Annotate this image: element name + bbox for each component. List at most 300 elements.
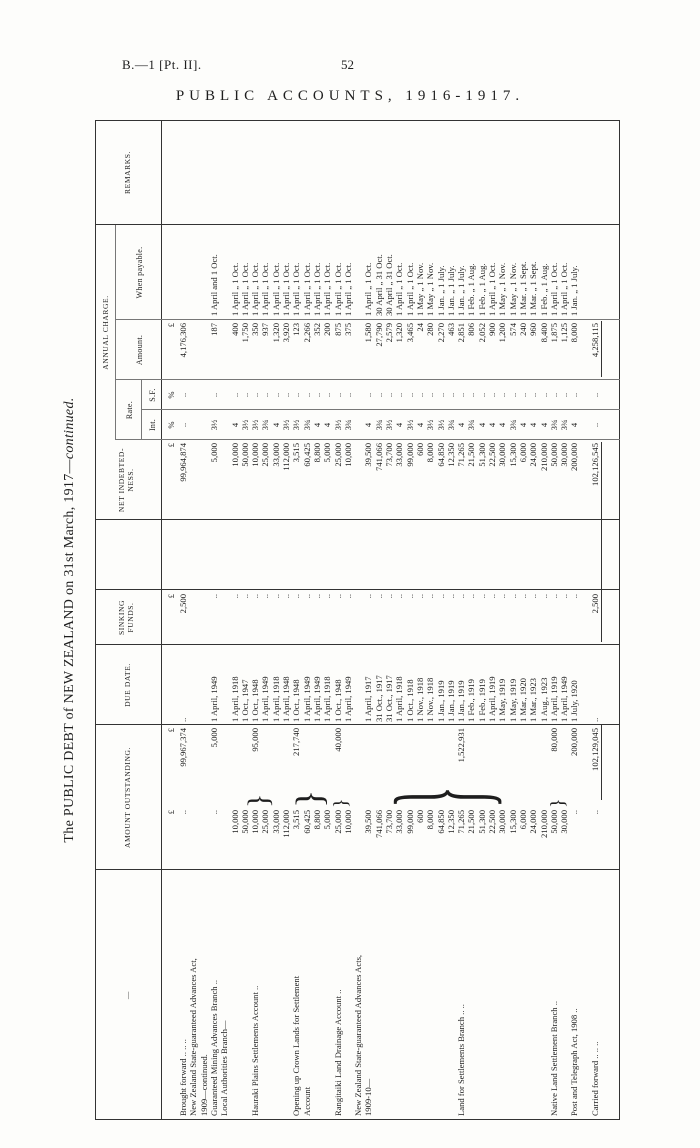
cell-sink: .. [332, 594, 343, 599]
cell-a1: 600 [414, 810, 425, 823]
cell-a2: 217,740 [291, 728, 302, 756]
cell-sf: .. [229, 392, 240, 398]
cell-a1: 10,000 [250, 810, 261, 834]
cell-desc: Land for Settlements Branch .. .. [456, 1004, 467, 1116]
cell-sf: .. [281, 392, 291, 398]
cell-sf: .. [260, 392, 271, 398]
table-row [333, 120, 343, 1120]
cell-desc: New Zealand State-guaranteed Advances Acts, [353, 954, 364, 1116]
cell-int: 4 [456, 422, 467, 428]
cell-int: 3½ [250, 419, 261, 431]
cell-a1: 12,350 [445, 810, 456, 834]
cell-sink: .. [507, 594, 518, 599]
cell-net: 30,000 [559, 443, 570, 467]
table-row [487, 120, 497, 1120]
cell-amt: 4,176,306 [178, 323, 188, 358]
unit-pound: £ [166, 810, 176, 815]
cell-sf: .. [291, 392, 302, 398]
cell-amt: 1,875 [548, 323, 559, 343]
cell-sink: 2,500 [590, 594, 600, 614]
cell-a1: .. [569, 810, 580, 815]
table-row [466, 120, 476, 1120]
cell-a1: 30,000 [497, 810, 508, 834]
cell-net: 64,850 [435, 443, 446, 467]
cell-net: 5,000 [322, 443, 333, 463]
cell-due: 31 Oct., 1917 [373, 675, 384, 722]
table-row [456, 120, 466, 1120]
cell-a1: 24,000 [528, 810, 539, 834]
table-row [302, 120, 312, 1120]
cell-amt: 900 [487, 323, 497, 336]
cell-sink: .. [456, 594, 467, 599]
brace: } [547, 798, 569, 808]
unit-pound: £ [166, 323, 176, 328]
cell-due: 1 April, 1919 [487, 676, 497, 722]
cell-net: 210,000 [538, 443, 549, 471]
cell-amt: 24 [414, 323, 425, 332]
cell-sf: .. [239, 392, 250, 398]
cell-a1: 33,000 [270, 810, 281, 834]
cell-sink: .. [291, 594, 302, 599]
cell-amt: 2,052 [476, 323, 487, 343]
cell-when: 1 April and 1 Oct. [208, 254, 219, 316]
cell-amt: 875 [332, 323, 343, 336]
cell-int: 3½ [425, 419, 436, 431]
cell-amt: 937 [260, 323, 271, 336]
cell-due: 1 April, 1919 [548, 676, 559, 722]
cell-net: 30,000 [497, 443, 508, 467]
page-number: 52 [341, 57, 354, 72]
cell-int: 3½ [281, 419, 291, 431]
cell-int: 3½ [291, 419, 302, 431]
cell-sink: .. [394, 594, 405, 599]
cell-sink: .. [538, 594, 549, 599]
cell-when: 1 April „ 1 Oct. [559, 262, 570, 316]
cell-net: 50,000 [239, 443, 250, 467]
page-title: PUBLIC ACCOUNTS, 1916-1917. [175, 88, 525, 104]
cell-net: 3,515 [291, 443, 302, 463]
table-row [590, 120, 600, 1120]
cell-due: .. [178, 717, 188, 722]
cell-when: 1 Mar. „ 1 Sept. [528, 261, 539, 316]
cell-sink: .. [404, 594, 415, 599]
cell-sink: .. [497, 594, 508, 599]
cell-amt: 960 [528, 323, 539, 336]
cell-a1: 25,000 [332, 810, 343, 834]
cell-when: 1 April „ 1 Oct. [363, 262, 374, 316]
cell-net: 741,066 [373, 443, 384, 471]
cell-when: 1 April „ 1 Oct. [404, 262, 415, 316]
cell-net: 33,000 [270, 443, 281, 467]
cell-net: 21,500 [466, 443, 477, 467]
cell-sink: .. [281, 594, 291, 599]
cell-when: 1 April „ 1 Oct. [260, 262, 271, 316]
cell-due: 1 Oct., 1948 [332, 679, 343, 722]
cell-when: 1 Feb. „ 1 Aug. [476, 263, 487, 316]
cell-when: 1 April „ 1 Oct. [250, 262, 261, 316]
cell-when: 1 Feb. „ 1 Aug. [466, 263, 477, 316]
cell-sf: .. [538, 392, 549, 398]
caption-main: The PUBLIC DEBT of NEW ZEALAND on 31st March, 1917— [62, 459, 77, 843]
cell-a1: 210,000 [538, 810, 549, 838]
cell-net: 8,000 [425, 443, 436, 463]
cell-int: 3½ [435, 419, 446, 431]
cell-sf: .. [332, 392, 343, 398]
table-row [518, 120, 528, 1120]
cell-amt: 2,579 [384, 323, 394, 343]
cell-sink: .. [445, 594, 456, 599]
table-row [188, 120, 198, 1120]
cell-sf: .. [342, 392, 353, 398]
cell-sf: .. [394, 392, 405, 398]
cell-amt: 8,400 [538, 323, 549, 343]
table-row [374, 120, 384, 1120]
cell-amt: 352 [311, 323, 322, 336]
cell-int: 4 [414, 422, 425, 428]
cell-a1: 39,500 [363, 810, 374, 834]
col-header-desc: — [123, 990, 132, 1000]
table-row [260, 120, 270, 1120]
col-header-rate: Rate. [125, 400, 134, 420]
cell-amt: 240 [517, 323, 528, 336]
col-header-sinking: SINKING FUNDS. [117, 599, 135, 636]
table-row [312, 120, 322, 1120]
cell-net: 112,000 [281, 443, 291, 471]
cell-amt: 1,580 [363, 323, 374, 343]
cell-due: 1 May, 1919 [497, 678, 508, 722]
cell-sink: .. [559, 594, 570, 599]
table-row [446, 120, 456, 1120]
cell-when: 1 Jan. „ 1 July. [456, 265, 467, 316]
cell-desc: Native Land Settlement Branch .. [548, 1000, 559, 1116]
table-row [569, 120, 579, 1120]
cell-net: 25,000 [260, 443, 271, 467]
table-row [405, 120, 415, 1120]
cell-a1: 21,500 [466, 810, 477, 834]
cell-a1: 25,000 [260, 810, 271, 834]
cell-when: 1 April „ 1 Oct. [239, 262, 250, 316]
table-row [250, 120, 260, 1120]
cell-when: 1 Jan. „ 1 July. [569, 265, 580, 316]
brace: } [330, 798, 352, 808]
cell-due: 1 April, 1949 [260, 676, 271, 722]
cell-amt: 200 [322, 323, 333, 336]
cell-sf: .. [548, 392, 559, 398]
cell-amt: 463 [445, 323, 456, 336]
cell-due: 1 April, 1949 [342, 676, 353, 722]
cell-int: 4 [528, 422, 539, 428]
cell-sink: .. [425, 594, 436, 599]
cell-int: 3¾ [342, 419, 353, 431]
cell-sf: .. [528, 392, 539, 398]
table-row [528, 120, 538, 1120]
cell-amt: 3,465 [404, 323, 415, 343]
cell-amt: 1,125 [559, 323, 570, 343]
cell-due: 1 Oct., 1918 [404, 679, 415, 722]
cell-sf: .. [497, 392, 508, 398]
cell-when: 1 April „ 1 Oct. [281, 262, 291, 316]
cell-due: 1 April, 1949 [559, 676, 570, 722]
cell-amt: 375 [342, 323, 353, 336]
cell-net: 10,000 [229, 443, 240, 467]
cell-sink: .. [414, 594, 425, 599]
cell-sf: .. [487, 392, 497, 398]
cell-sf: .. [517, 392, 528, 398]
cell-desc: 1909—continued. [198, 1054, 209, 1116]
table-row [281, 120, 291, 1120]
col-header-net: NET INDEBTED-NESS. [117, 447, 135, 513]
cell-sink: .. [229, 594, 240, 599]
cell-when: 1 Feb. „ 1 Aug. [538, 263, 549, 316]
table-row [394, 120, 404, 1120]
table-row [580, 120, 590, 1120]
table-row [539, 120, 549, 1120]
cell-int: 3½ [384, 419, 394, 431]
cell-net: 10,000 [342, 443, 353, 467]
table-row [291, 120, 301, 1120]
cell-a1: 73,700 [384, 810, 394, 834]
cell-int: 4 [311, 422, 322, 428]
cell-sink: .. [270, 594, 281, 599]
cell-a2: 95,000 [250, 728, 261, 752]
cell-due: 1 April, 1918 [322, 676, 333, 722]
cell-sink: .. [301, 594, 312, 599]
col-header-outstanding: AMOUNT OUTSTANDING. [123, 746, 132, 849]
cell-a1: 60,425 [301, 810, 312, 834]
cell-amt: 2,266 [301, 323, 312, 343]
cell-a1: 15,300 [507, 810, 518, 834]
cell-a1: 3,515 [291, 810, 302, 830]
cell-a2: 200,000 [569, 728, 580, 756]
unit-pct: % [166, 421, 176, 429]
cell-when: 1 April „ 1 Oct. [332, 262, 343, 316]
cell-when: 1 May „ 1 Nov. [414, 262, 425, 316]
cell-int: 4 [476, 422, 487, 428]
cell-sink: .. [466, 594, 477, 599]
cell-net: 15,300 [507, 443, 518, 467]
cell-due: 1 Oct., 1947 [239, 679, 250, 722]
cell-desc: Rangitaiki Land Drainage Account .. [332, 989, 343, 1116]
table-row [549, 120, 559, 1120]
cell-amt: 4,258,115 [590, 323, 600, 358]
brace: } [289, 789, 331, 808]
cell-desc: Hauraki Plains Settlements Account .. [250, 985, 261, 1116]
cell-due: 1 Nov., 1918 [414, 677, 425, 722]
cell-when: 1 Jan. „ 1 July. [435, 265, 446, 316]
cell-amt: 400 [229, 323, 240, 336]
cell-sf: .. [569, 392, 580, 398]
cell-net: 99,964,874 [178, 443, 188, 482]
cell-when: 1 Jan. „ 1 July. [445, 265, 456, 316]
units-row [166, 120, 176, 1120]
unit-pound: £ [166, 728, 176, 733]
cell-net: 8,800 [311, 443, 322, 463]
table-row [230, 120, 240, 1120]
cell-sink: .. [487, 594, 497, 599]
cell-int: 4 [487, 422, 497, 428]
cell-amt: 2,851 [456, 323, 467, 343]
cell-net: 5,000 [208, 443, 219, 463]
cell-int: 3¾ [548, 419, 559, 431]
cell-sink: .. [239, 594, 250, 599]
cell-sf: .. [373, 392, 384, 398]
cell-due: 1 April, 1918 [229, 676, 240, 722]
table-row [559, 120, 569, 1120]
cell-a2: 80,000 [548, 728, 559, 752]
cell-a1: 112,000 [281, 810, 291, 838]
cell-when: 1 April „ 1 Oct. [548, 262, 559, 316]
cell-net: 6,000 [517, 443, 528, 463]
cell-a1: 33,000 [394, 810, 405, 834]
cell-sink: .. [322, 594, 333, 599]
cell-net: 25,000 [332, 443, 343, 467]
cell-a1: 6,000 [517, 810, 528, 830]
cell-net: 102,126,545 [590, 443, 600, 486]
table-row [415, 120, 425, 1120]
cell-int: .. [590, 422, 600, 428]
cell-due: .. [590, 717, 600, 722]
cell-a1: .. [178, 810, 188, 815]
cell-sf: .. [466, 392, 477, 398]
cell-when: 1 May „ 1 Nov. [497, 262, 508, 316]
cell-when: 1 Mar. „ 1 Sept. [517, 261, 528, 316]
cell-net: 33,000 [394, 443, 405, 467]
cell-due: 1 Nov., 1918 [425, 677, 436, 722]
cell-a1: 22,500 [487, 810, 497, 834]
cell-amt: 1,320 [270, 323, 281, 343]
cell-sink: .. [569, 594, 580, 599]
table-row [178, 120, 188, 1120]
header-rule [161, 120, 162, 1120]
rotated-table-page [62, 120, 620, 1120]
cell-int: 3¾ [373, 419, 384, 431]
col-header-int: Int. [148, 418, 157, 432]
cell-sink: .. [517, 594, 528, 599]
table-row [199, 120, 209, 1120]
cell-a2: 99,967,374 [178, 728, 188, 767]
cell-sf: .. [590, 392, 600, 398]
col-header-amount: Amount. [135, 334, 144, 366]
cell-when: 1 April „ 1 Oct. [229, 262, 240, 316]
cell-when: 1 April „ 1 Oct. [291, 262, 302, 316]
cell-a1: .. [590, 810, 600, 815]
cell-desc: Brought forward .. .. .. [178, 1039, 188, 1116]
cell-sf: .. [445, 392, 456, 398]
cell-int: 4 [497, 422, 508, 428]
cell-a2: 40,000 [332, 728, 343, 752]
cell-int: 3¾ [507, 419, 518, 431]
cell-int: 3¾ [260, 419, 271, 431]
cell-sink: .. [208, 594, 219, 599]
table-row [425, 120, 435, 1120]
table-row [219, 120, 229, 1120]
cell-a1: 99,000 [404, 810, 415, 834]
col-header-sf: S.F. [148, 388, 157, 402]
total-rule-amount [601, 321, 602, 377]
cell-due: 1 Jan., 1919 [445, 680, 456, 722]
cell-when: 1 May „ 1 Nov. [425, 262, 436, 316]
cell-net: 39,500 [363, 443, 374, 467]
cell-a2: 1,522,931 [456, 728, 467, 763]
cell-due: 1 April, 1948 [281, 676, 291, 722]
unit-pct: % [166, 391, 176, 399]
caption-suffix: continued. [62, 397, 77, 460]
cell-a1: 50,000 [548, 810, 559, 834]
cell-sink: 2,500 [178, 594, 188, 614]
rate-rule [141, 380, 142, 440]
cell-net: 12,350 [445, 443, 456, 467]
annual-charge-rule [115, 225, 116, 440]
cell-sf: .. [208, 392, 219, 398]
cell-sf: .. [311, 392, 322, 398]
total-rule-net [601, 442, 602, 642]
cell-sink: .. [311, 594, 322, 599]
cell-due: 1 April, 1949 [208, 676, 219, 722]
cell-when: 30 April „ 31 Oct. [384, 254, 394, 316]
cell-due: 1 April, 1949 [301, 676, 312, 722]
cell-a1: 8,800 [311, 810, 322, 830]
table-row [477, 120, 487, 1120]
cell-when: 30 April „ 31 Oct. [373, 254, 384, 316]
cell-sink: .. [373, 594, 384, 599]
table-row [508, 120, 518, 1120]
cell-due: 1 Feb., 1919 [466, 679, 477, 722]
table-row [240, 120, 250, 1120]
table-row [343, 120, 353, 1120]
brace: } [369, 786, 513, 808]
cell-int: 3½ [208, 419, 219, 431]
col-header-when: When payable. [135, 246, 144, 299]
cell-sf: .. [435, 392, 446, 398]
brace: } [242, 793, 275, 808]
table-row [384, 120, 394, 1120]
cell-amt: 1,320 [394, 323, 405, 343]
cell-desc: Opening up Crown Lands for Settlement [291, 975, 302, 1116]
cell-a1: 5,000 [322, 810, 333, 830]
cell-desc: Guaranteed Mining Advances Branch .. [208, 979, 219, 1116]
cell-sf: .. [456, 392, 467, 398]
cell-a1: 8,000 [425, 810, 436, 830]
report-reference: B.—1 [Pt. II]. [122, 57, 202, 72]
cell-when: 1 April „ 1 Oct. [301, 262, 312, 316]
cell-when: 1 April „ 1 Oct. [487, 262, 497, 316]
cell-due: 1 April, 1949 [311, 676, 322, 722]
col-header-due: DUE DATE. [123, 663, 132, 707]
cell-due: 31 Oct., 1917 [384, 675, 394, 722]
col-header-annual: ANNUAL CHARGE. [101, 295, 110, 370]
cell-sf: .. [507, 392, 518, 398]
cell-sink: .. [260, 594, 271, 599]
cell-amt: 280 [425, 323, 436, 336]
unit-pound: £ [166, 443, 176, 448]
cell-net: 22,500 [487, 443, 497, 467]
cell-amt: 1,200 [497, 323, 508, 343]
cell-a1: 71,265 [456, 810, 467, 834]
cell-amt: 350 [250, 323, 261, 336]
cell-net: 24,000 [528, 443, 539, 467]
cell-net: 71,265 [456, 443, 467, 467]
unit-pound: £ [166, 594, 176, 599]
total-rule-outstanding [601, 725, 602, 800]
cell-int: 4 [322, 422, 333, 428]
cell-desc: Carried forward .. .. .. [590, 1041, 600, 1116]
cell-sink: .. [250, 594, 261, 599]
cell-sf: .. [476, 392, 487, 398]
cell-a1: 51,300 [476, 810, 487, 834]
cell-amt: 806 [466, 323, 477, 336]
cell-due: 1 Aug., 1923 [538, 677, 549, 722]
cell-due: 1 May, 1919 [507, 678, 518, 722]
